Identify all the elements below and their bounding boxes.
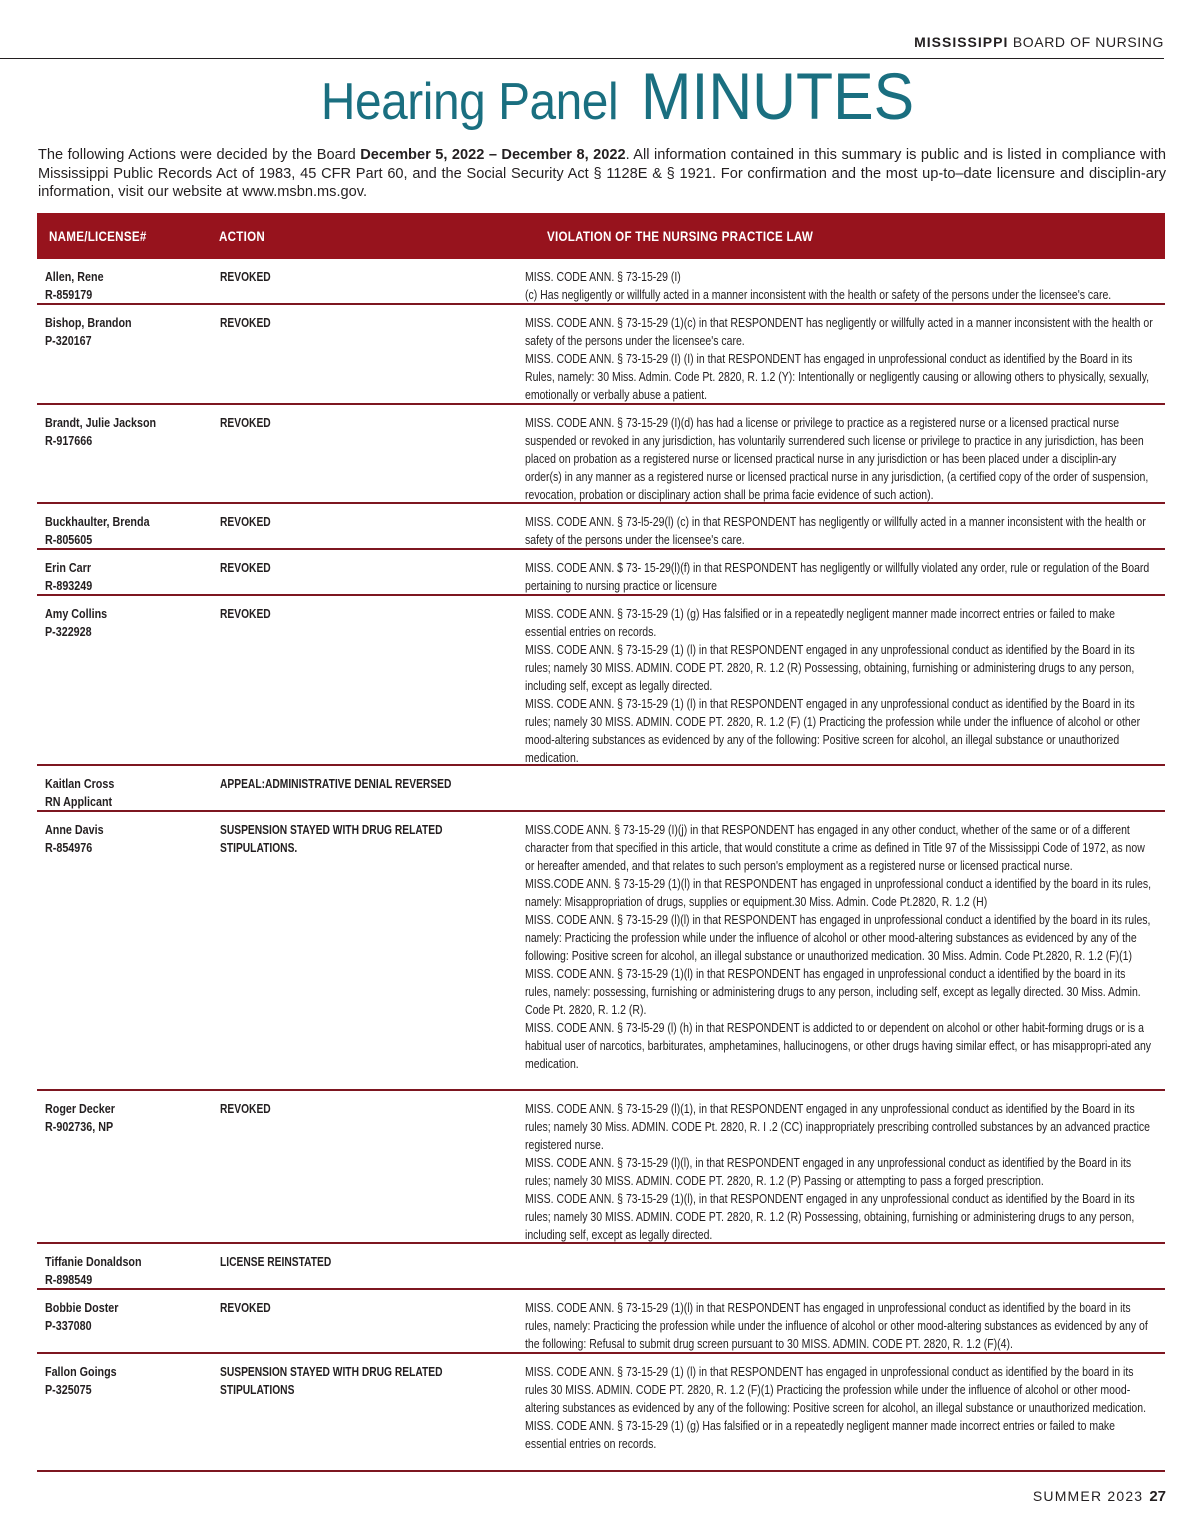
action-text: LICENSE REINSTATED <box>220 1255 332 1269</box>
page-number: 27 <box>1149 1488 1166 1505</box>
violation-cell <box>525 513 1153 549</box>
license-number: R-854976 <box>45 841 93 855</box>
table-body <box>37 259 1165 1472</box>
action-cell <box>220 1363 520 1399</box>
title-part-2: MINUTES <box>641 59 915 133</box>
intro-paragraph <box>38 146 1166 202</box>
header-violation: VIOLATION OF THE NURSING PRACTICE LAW <box>547 229 814 244</box>
violation-cell <box>525 268 1153 304</box>
violation-text: MISS. CODE ANN. § 73-15-29 (1)(l), in that RESPONDENT engaged in any unprofessional conduct as identified by the Board in its rules; namely 30 MISS. ADMIN. CODE PT. 2820, R. 1.2 (R) Possessing, obtaining, furnishing or administering drugs to any person, including self, except as legally directed. <box>525 1192 1135 1242</box>
action-text: REVOKED <box>220 416 271 430</box>
action-text: REVOKED <box>220 316 271 330</box>
violation-cell <box>525 821 1153 1073</box>
masthead-state: MISSISSIPPI <box>914 34 1009 50</box>
table-header <box>37 213 1165 259</box>
table-row <box>37 1244 1165 1290</box>
license-number: P-322928 <box>45 625 92 639</box>
violation-cell <box>525 559 1153 595</box>
table-row <box>37 1290 1165 1354</box>
respondent-cell <box>45 314 205 350</box>
respondent-cell <box>45 414 205 450</box>
license-number: R-898549 <box>45 1273 93 1287</box>
respondent-cell <box>45 1299 205 1335</box>
respondent-cell <box>45 605 205 641</box>
violation-text: MISS. CODE ANN. § 73-15-29 (1) (l) in that RESPONDENT has engaged in unprofessional conduct as identified by the board in its rules 30 MISS. ADMIN. CODE PT. 2820, R. 1.2 (F)(1) Practicing the profession while under the influence of alcohol or other mood-altering substances as evidenced by any of the following: Positive screen for alcohol, an illegal substance or unauthorized medication. <box>525 1365 1147 1415</box>
violation-text: MISS.CODE ANN. § 73-15-29 (I)(j) in that RESPONDENT has engaged in any other conduct, whether of the same or of a different character from that specified in this article, that would constitute a crime as defined in Title 97 of the Mississippi Code of 1972, as now or hereafter amended, and that relates to such person's employment as a registered nurse or licensed practical nurse. <box>525 823 1145 873</box>
action-text: REVOKED <box>220 270 271 284</box>
respondent-name: Bishop, Brandon <box>45 316 132 330</box>
table-row <box>37 504 1165 550</box>
action-text: REVOKED <box>220 607 271 621</box>
table-row <box>37 766 1165 812</box>
table-row <box>37 305 1165 405</box>
respondent-cell <box>45 775 205 811</box>
violation-cell <box>525 605 1153 767</box>
respondent-cell <box>45 1363 205 1399</box>
action-cell <box>220 605 520 623</box>
intro-before: The following Actions were decided by the Board <box>38 147 361 163</box>
action-cell <box>220 775 520 793</box>
respondent-cell <box>45 268 205 304</box>
action-text: STIPULATIONS. <box>220 841 298 855</box>
violation-text: MISS. CODE ANN. $ 73- 15-29(l)(f) in that RESPONDENT has negligently or willfully violated any order, rule or regulation of the Board pertaining to nursing practice or licensure <box>525 561 1150 593</box>
violation-text: MISS. CODE ANN. § 73-15-29 (l)(l), in that RESPONDENT engaged in any unprofessional conduct as identified by the Board in its rules; namely 30 MISS. ADMIN. CODE PT. 2820, R. 1.2 (P) Passing or attempting to pass a forged prescription. <box>525 1156 1132 1188</box>
action-cell <box>220 268 520 286</box>
masthead <box>914 34 1164 50</box>
violation-cell <box>525 1100 1153 1244</box>
violation-cell <box>525 1363 1153 1453</box>
respondent-cell <box>45 513 205 549</box>
license-number: P-325075 <box>45 1383 92 1397</box>
table-row <box>37 812 1165 1091</box>
license-number: R-805605 <box>45 533 93 547</box>
violation-text: MISS. CODE ANN. § 73-15-29 (I) <box>525 270 681 284</box>
license-number: R-859179 <box>45 288 93 302</box>
action-cell <box>220 1299 520 1317</box>
table-row <box>37 596 1165 766</box>
table-row <box>37 259 1165 305</box>
page-footer <box>1033 1488 1166 1505</box>
license-number: P-337080 <box>45 1319 92 1333</box>
respondent-cell <box>45 559 205 595</box>
respondent-name: Brandt, Julie Jackson <box>45 416 157 430</box>
action-cell <box>220 559 520 577</box>
violation-text: MISS. CODE ANN. § 73-15-29 (l)(1), in that RESPONDENT engaged in any unprofessional conduct as identified by the Board in its rules; namely 30 Miss. ADMIN. CODE Pt. 2820, R. I .2 (CC) inappropriately prescribing controlled substances by an advanced practice registered nurse. <box>525 1102 1151 1152</box>
header-name: NAME/LICENSE# <box>49 229 147 244</box>
action-text: SUSPENSION STAYED WITH DRUG RELATED <box>220 823 443 837</box>
action-text: STIPULATIONS <box>220 1383 295 1397</box>
action-cell <box>220 1100 520 1118</box>
violation-text: MISS. CODE ANN. § 73-l5-29(l) (c) in that RESPONDENT has negligently or willfully acted in a manner inconsistent with the health or safety of the persons under the licensee's care. <box>525 515 1146 547</box>
violation-cell <box>525 1299 1153 1353</box>
respondent-cell <box>45 1100 205 1136</box>
action-cell <box>220 414 520 432</box>
header-action: ACTION <box>219 229 266 244</box>
violation-text: MISS. CODE ANN. § 73-15-29 (I)(d) has had a license or privilege to practice as a registered nurse or a licensed practical nurse suspended or revoked in any jurisdiction, has voluntarily surrendered such license or privilege to practice in any jurisdiction, has been placed on probation as a registered nurse or licensed practical nurse in any jurisdiction or has been placed under a disciplin-ary order(s) in any manner as a registered nurse or licensed practical nurse in any jurisdiction, (a certified copy of the order of suspension, revocation, probation or disciplinary action shall be prima facie evidence of such action). <box>525 416 1149 502</box>
footer-season: SUMMER 2023 <box>1032 1488 1144 1504</box>
respondent-name: Buckhaulter, Brenda <box>45 515 150 529</box>
masthead-board: BOARD OF NURSING <box>1008 34 1164 50</box>
license-number: RN Applicant <box>45 795 113 809</box>
respondent-name: Fallon Goings <box>45 1365 117 1379</box>
license-number: R-893249 <box>45 579 93 593</box>
respondent-cell <box>45 821 205 857</box>
minutes-table <box>37 213 1165 1472</box>
intro-after: . All information contained in this summary is public and is listed in compliance with Mississippi Public Records Act of 1983, 45 CFR Part 60, and the Social Security Act § 1128E & § 1921. For confirmation and the most up-to–date licensure and disciplin-ary information, visit our website at www.msbn.ms.gov. <box>38 147 1166 200</box>
violation-text: (c) Has negligently or willfully acted in a manner inconsistent with the health or safety of the persons under the licensee's care. <box>525 288 1112 302</box>
action-text: REVOKED <box>220 561 271 575</box>
action-text: REVOKED <box>220 1301 271 1315</box>
violation-text: MISS. CODE ANN. § 73-15-29 (1)(l) in that RESPONDENT has engaged in unprofessional conduct as identified by the board in its rules, namely: Practicing the profession while under the influence of alcohol or other mood-altering substances as evidenced by any of the following: Refusal to submit drug screen pursuant to 30 MISS. ADMIN. CODE PT. 2820, R. 1.2 (F)(4). <box>525 1301 1148 1351</box>
violation-text: MISS. CODE ANN. § 73-15-29 (1)(c) in that RESPONDENT has negligently or willfully acted in a manner inconsistent with the health or safety of the persons under the licensee's care. <box>525 316 1153 348</box>
violation-cell <box>525 414 1153 504</box>
violation-text: MISS. CODE ANN. § 73-15-29 (1) (g) Has falsified or in a repeatedly negligent manner made incorrect entries or failed to make essential entries on records. <box>525 1419 1116 1451</box>
violation-text: MISS. CODE ANN. § 73-15-29 (1)(l) in that RESPONDENT has engaged in unprofessional conduct a identified by the board in its rules, namely: possessing, furnishing or administering drugs to any person, including self, except as legally directed. 30 Miss. Admin. Code Pt. 2820, R. 1.2 (R). <box>525 967 1141 1017</box>
action-text: REVOKED <box>220 515 271 529</box>
respondent-name: Bobbie Doster <box>45 1301 119 1315</box>
violation-text: MISS. CODE ANN. § 73-15-29 (l)(l) in that RESPONDENT has engaged in unprofessional conduct a identified by the board in its rules, namely: Practicing the profession while under the influence of alcohol or other mood-altering substances as evidenced by any of the following: Positive screen for alcohol, an illegal substance or unauthorized medication. 30 Miss. Admin. Code Pt.2820, R. 1.2 (F)(1) <box>525 913 1151 963</box>
respondent-name: Allen, Rene <box>45 270 104 284</box>
action-cell <box>220 513 520 531</box>
license-number: R-917666 <box>45 434 93 448</box>
action-text: REVOKED <box>220 1102 271 1116</box>
license-number: R-902736, NP <box>45 1120 114 1134</box>
table-row <box>37 1354 1165 1472</box>
action-text: SUSPENSION STAYED WITH DRUG RELATED <box>220 1365 443 1379</box>
table-row <box>37 1091 1165 1244</box>
license-number: P-320167 <box>45 334 92 348</box>
action-cell <box>220 314 520 332</box>
respondent-name: Tiffanie Donaldson <box>45 1255 142 1269</box>
violation-cell <box>525 314 1153 404</box>
respondent-cell <box>45 1253 205 1289</box>
title-part-1: Hearing Panel <box>320 73 618 131</box>
action-text: APPEAL:ADMINISTRATIVE DENIAL REVERSED <box>220 777 452 791</box>
violation-text: MISS.CODE ANN. § 73-15-29 (1)(l) in that RESPONDENT has engaged in unprofessional conduct a identified by the board in its rules, namely: Misappropriation of drugs, supplies or equipment.30 Miss. Admin. Code Pt.2820, R. 1.2 (H) <box>525 877 1152 909</box>
violation-text: MISS. CODE ANN. § 73-l5-29 (l) (h) in that RESPONDENT is addicted to or dependent on alcohol or other habit-forming drugs or is a habitual user of narcotics, barbiturates, amphetamines, hallucinogens, or other drugs having similar effect, or has misappropri-ated any medication. <box>525 1021 1152 1071</box>
violation-text: MISS. CODE ANN. § 73-15-29 (1) (l) in that RESPONDENT engaged in any unprofessional conduct as identified by the Board in its rules; namely 30 MISS. ADMIN. CODE PT. 2820, R. 1.2 (F) (1) Practicing the profession while under the influence of alcohol or other mood-altering substances as evidenced by any of the following: Positive screen for alcohol, an illegal substance or unauthorized medication. <box>525 697 1141 765</box>
respondent-name: Amy Collins <box>45 607 108 621</box>
respondent-name: Kaitlan Cross <box>45 777 115 791</box>
violation-text: MISS. CODE ANN. § 73-15-29 (1) (l) in that RESPONDENT engaged in any unprofessional conduct as identified by the Board in its rules; namely 30 MISS. ADMIN. CODE PT. 2820, R. 1.2 (R) Possessing, obtaining, furnishing or administering drugs to any person, including self, except as legally directed. <box>525 643 1135 693</box>
violation-text: MISS. CODE ANN. § 73-15-29 (I) (I) in that RESPONDENT has engaged in unprofessional conduct as identified by the Board in its Rules, namely: 30 Miss. Admin. Code Pt. 2820, R. 1.2 (Y): Intentionally or negligently causing or allowing others to physically, sexually, emotionally or verbally abuse a patient. <box>525 352 1150 402</box>
respondent-name: Anne Davis <box>45 823 104 837</box>
intro-dates: December 5, 2022 – December 8, 2022 <box>360 147 626 163</box>
respondent-name: Roger Decker <box>45 1102 115 1116</box>
action-cell <box>220 821 520 857</box>
respondent-name: Erin Carr <box>45 561 92 575</box>
action-cell <box>220 1253 520 1271</box>
violation-text: MISS. CODE ANN. § 73-15-29 (1) (g) Has falsified or in a repeatedly negligent manner made incorrect entries or failed to make essential entries on records. <box>525 607 1116 639</box>
table-row <box>37 550 1165 596</box>
table-row <box>37 405 1165 504</box>
page-title <box>0 58 1200 134</box>
